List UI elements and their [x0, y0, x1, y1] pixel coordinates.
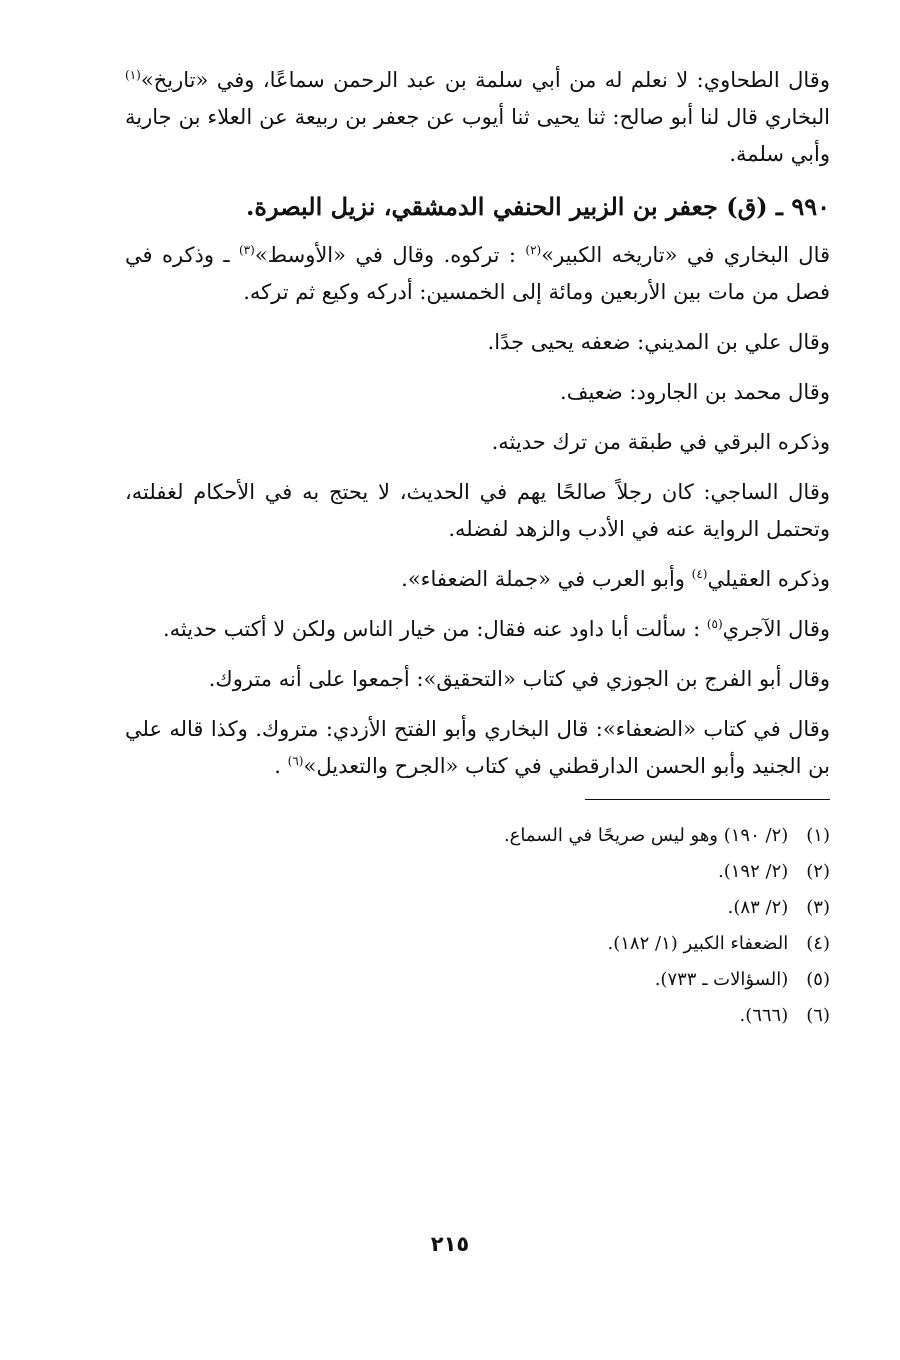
footnote-item — [125, 890, 830, 926]
footnote-item — [125, 962, 830, 998]
paragraph-barqi: وذكره البرقي في طبقة من ترك حديثه. — [491, 430, 830, 454]
footnote-text: (٢/ ١٩٢). — [718, 861, 789, 882]
footnote-text: الضعفاء الكبير (١/ ١٨٢). — [607, 933, 789, 954]
text-segment: ـ وذكره في فصل من مات بين الأربعين ومائة إلى الخمسين: أدركه وكيع ثم تركه. — [125, 243, 830, 304]
text-segment: قال البخاري في «تاريخه الكبير» — [541, 243, 831, 267]
footnote-text: (السؤالات ـ ٧٣٣). — [654, 969, 789, 990]
paragraph-saji: وقال الساجي: كان رجلاً صالحًا يهم في الحديث، لا يحتج به في الأحكام لغفلته، وتحتمل الرواية عنه في الأدب والزهد لفضله. — [125, 480, 830, 541]
paragraph-jawzi: وقال أبو الفرج بن الجوزي في كتاب «التحقيق»: أجمعوا على أنه متروك. — [208, 667, 830, 691]
text-segment: وأبو العرب في «جملة الضعفاء». — [401, 567, 692, 591]
paragraph-jarud: وقال محمد بن الجارود: ضعيف. — [560, 380, 830, 404]
paragraph-ajurri — [125, 611, 830, 648]
text-segment: : سألت أبا داود عنه فقال: من خيار الناس ولكن لا أكتب حديثه. — [162, 617, 707, 641]
paragraph-bukhari — [125, 237, 830, 311]
text-segment: : تركوه. وقال في «الأوسط» — [254, 243, 526, 267]
text-segment: . — [274, 754, 288, 778]
footnote-item — [125, 854, 830, 890]
text-segment: وقال في كتاب «الضعفاء»: قال البخاري وأبو الفتح الأزدي: متروك. وكذا قاله علي بن الجنيد وأبو الحسن الدارقطني في كتاب «الجرح والتعديل» — [125, 717, 830, 778]
footnote-ref[interactable]: (٣) — [238, 243, 255, 257]
footnote-item — [125, 998, 830, 1034]
footnote-text: (٦٦٦). — [739, 1005, 789, 1026]
text-segment: وقال الطحاوي: لا نعلم له من أبي سلمة بن عبد الرحمن سماعًا، وفي «تاريخ» — [140, 68, 830, 92]
page-body — [125, 62, 830, 1034]
footnote-number: (٢) — [806, 861, 830, 882]
text-segment: وقال الآجري — [722, 617, 830, 641]
footnote-number: (١) — [806, 825, 830, 846]
footnote-text: (٢/ ٨٣). — [727, 897, 789, 918]
paragraph-duafa — [125, 711, 830, 785]
footnote-number: (٣) — [806, 897, 830, 918]
footnote-ref[interactable]: (٢) — [525, 243, 542, 257]
entry-heading: ٩٩٠ ـ (ق) جعفر بن الزبير الحنفي الدمشقي، نزيل البصرة. — [246, 192, 830, 221]
footnote-text: (٢/ ١٩٠) وهو ليس صريحًا في السماع. — [503, 825, 789, 846]
footnote-divider — [585, 799, 830, 800]
footnote-ref[interactable]: (٥) — [706, 617, 723, 631]
footnotes-list — [125, 818, 830, 1034]
page-number: ٢١٥ — [430, 1232, 470, 1256]
footnote-number: (٥) — [806, 969, 830, 990]
footnote-item — [125, 926, 830, 962]
paragraph-tahawi — [125, 62, 830, 173]
footnote-item — [125, 818, 830, 854]
paragraph-madini: وقال علي بن المديني: ضعفه يحيى جدًا. — [487, 330, 830, 354]
footnote-ref[interactable]: (١) — [125, 68, 141, 82]
footnote-number: (٤) — [806, 933, 830, 954]
text-segment: وذكره العقيلي — [707, 567, 830, 591]
footnote-ref[interactable]: (٦) — [287, 754, 304, 768]
text-segment: البخاري قال لنا أبو صالح: ثنا يحيى ثنا أيوب عن جعفر بن ربيعة عن العلاء بن جارية وأبي سلمة. — [125, 105, 830, 166]
footnote-number: (٦) — [806, 1005, 830, 1026]
paragraph-uqayli — [125, 561, 830, 598]
footnote-ref[interactable]: (٤) — [691, 567, 708, 581]
